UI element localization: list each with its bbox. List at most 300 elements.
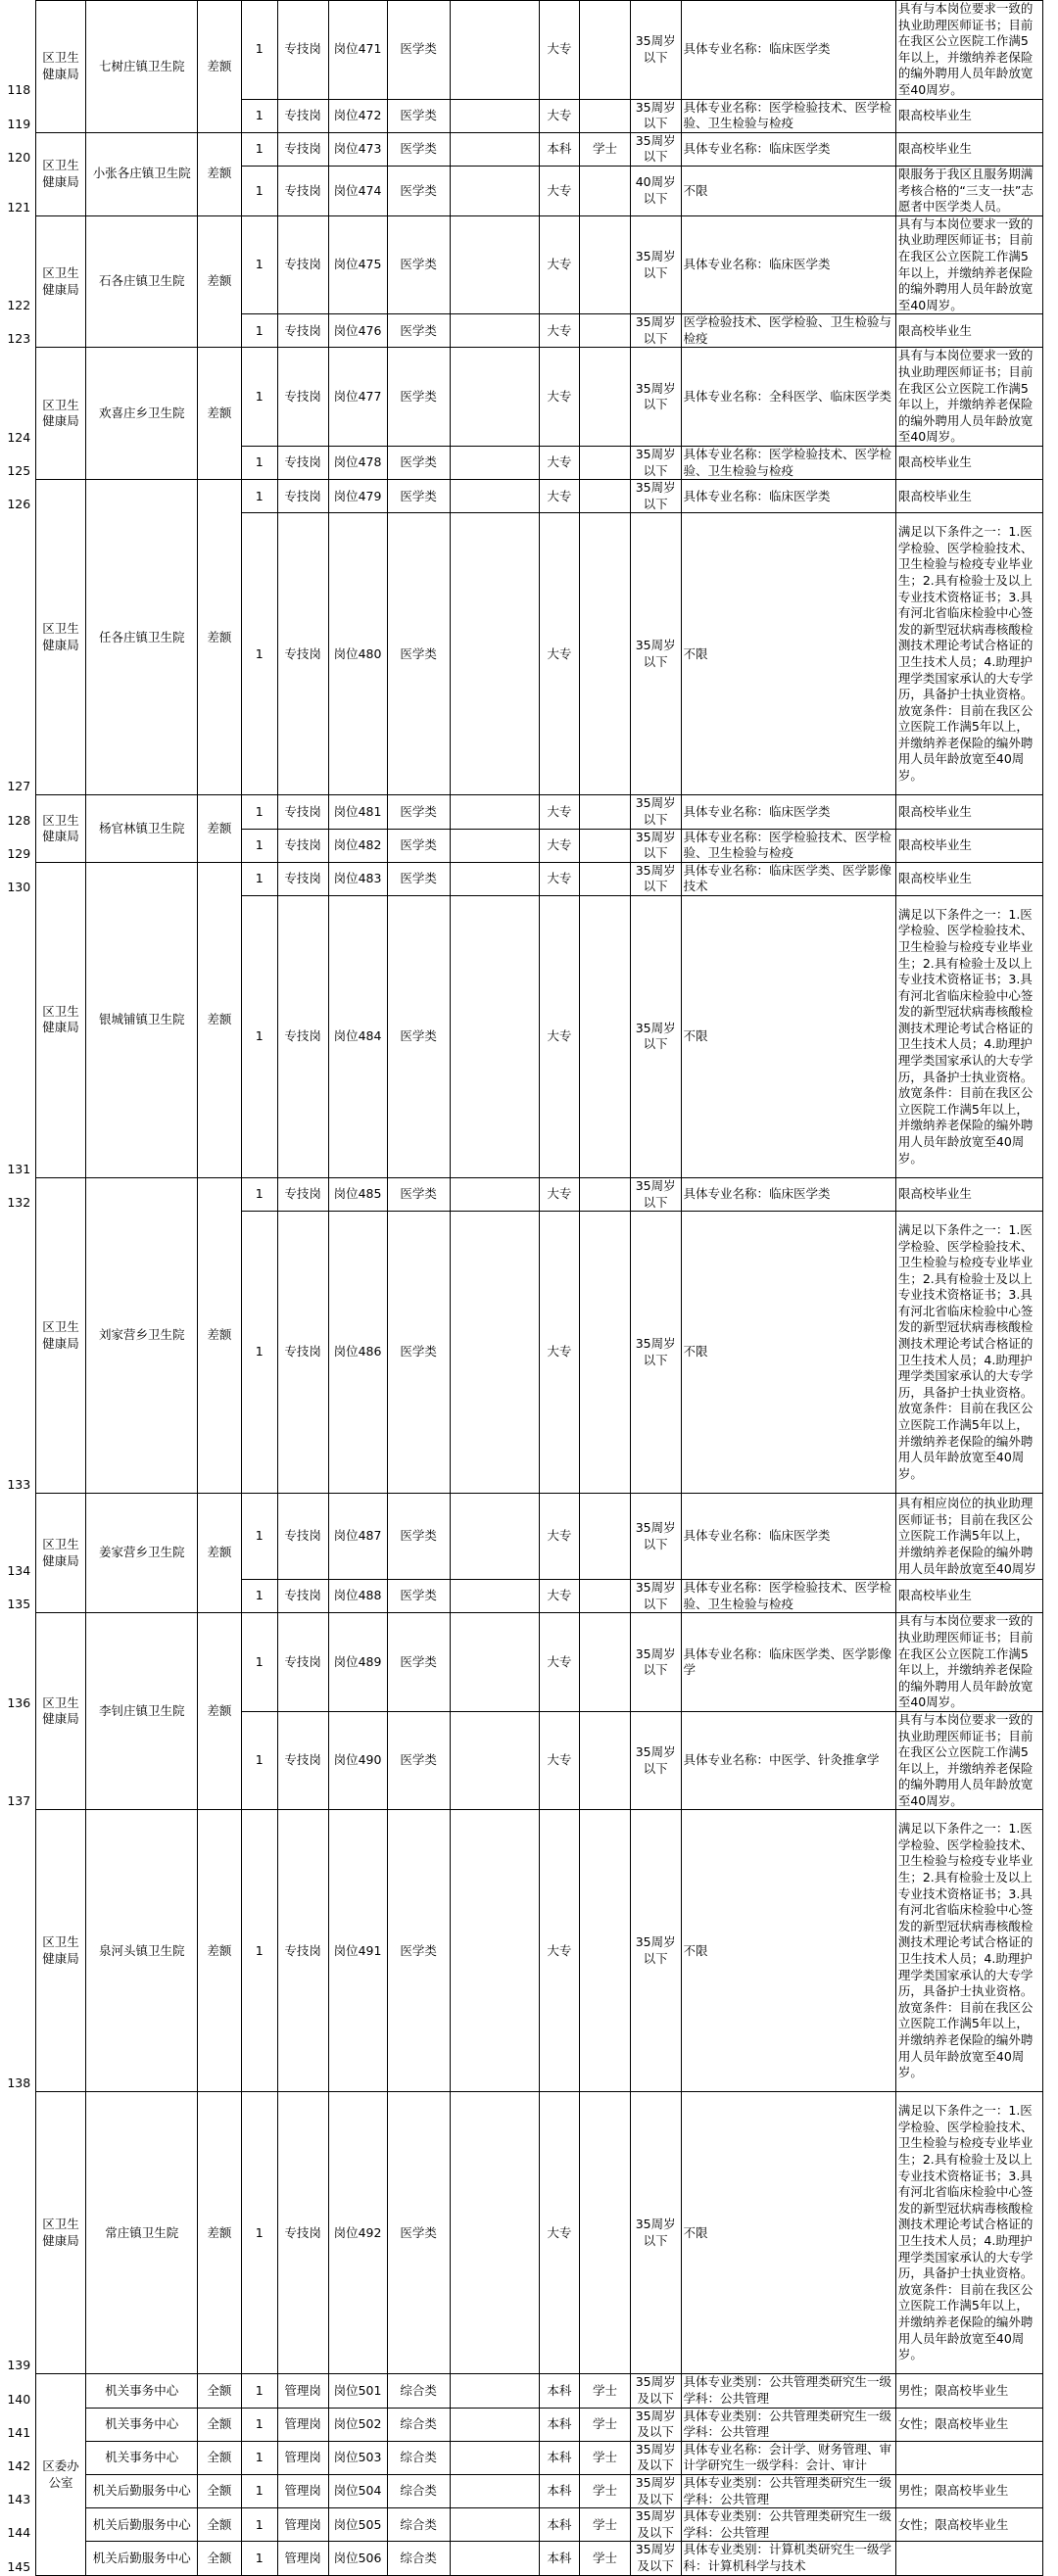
other-cell: 限高校毕业生 [895,314,1042,348]
unit-cell: 机关后勤服务中心 [86,2542,198,2575]
other-cell: 具有与本岗位要求一致的执业助理医师证书；目前在我区公立医院工作满5年以上，并缴纳养老保险的编外聘用人员年龄放宽至40周岁。 [895,1613,1042,1712]
recruitment-table [3,0,1043,2576]
count-cell: 1 [241,829,277,862]
row-number: 140 [7,2391,31,2407]
age-cell: 35周岁以下 [630,1494,681,1580]
blank-cell [450,1711,539,1810]
blank-cell [450,795,539,829]
other-cell: 具有相应岗位的执业助理医师证书；目前在我区公立医院工作满5年以上，并缴纳养老保险的编外聘用人员年龄放宽至40周岁 [895,1494,1042,1580]
degree-cell [580,99,631,132]
post-code-cell: 岗位505 [328,2508,387,2542]
post-code-cell: 岗位492 [328,2092,387,2374]
table-row [3,2092,1043,2374]
count-cell: 1 [241,1,277,100]
other-cell: 限高校毕业生 [895,1177,1042,1211]
count-cell: 1 [241,480,277,513]
major-cell: 不限 [681,895,895,1177]
blank-cell [450,480,539,513]
org-cell: 区卫生健康局 [35,862,86,1177]
post-type-cell: 专技岗 [277,862,328,895]
other-cell: 男性；限高校毕业生 [895,2475,1042,2508]
row-number: 141 [7,2424,31,2440]
post-type-cell: 专技岗 [277,480,328,513]
fund-cell: 全额 [198,2374,241,2408]
degree-cell [580,1711,631,1810]
unit-cell: 任各庄镇卫生院 [86,480,198,795]
row-number: 133 [7,1477,31,1493]
row-number: 119 [7,116,31,131]
table-row [3,2508,1043,2542]
category-cell: 综合类 [387,2408,450,2441]
age-cell: 35周岁及以下 [630,2475,681,2508]
table-row [3,2542,1043,2575]
row-number: 118 [7,82,31,98]
post-type-cell: 管理岗 [277,2408,328,2441]
table-row [3,2475,1043,2508]
education-cell: 本科 [539,2542,579,2575]
degree-cell: 学士 [580,2374,631,2408]
post-type-cell: 管理岗 [277,2475,328,2508]
count-cell: 1 [241,314,277,348]
category-cell: 医学类 [387,166,450,215]
age-cell: 35周岁以下 [630,348,681,447]
post-code-cell: 岗位487 [328,1494,387,1580]
row-number: 121 [7,199,31,215]
count-cell: 1 [241,795,277,829]
age-cell: 35周岁以下 [630,829,681,862]
unit-cell: 机关事务中心 [86,2408,198,2441]
row-number: 122 [7,298,31,313]
count-cell: 1 [241,2408,277,2441]
post-code-cell: 岗位473 [328,132,387,166]
major-cell: 不限 [681,513,895,795]
fund-cell: 差额 [198,1177,241,1493]
count-cell: 1 [241,1810,277,2092]
age-cell: 35周岁以下 [630,862,681,895]
other-cell: 满足以下条件之一：1.医学检验、医学检验技术、卫生检验与检疫专业毕业生；2.具有检验士及以上专业技术资格证书；3.具有河北省临床检验中心签发的新型冠状病毒核酸检测技术理论考试合格证的卫生技术人员；4.助理护理学类国家承认的大专学历，具备护士执业资格。放宽条件：目前在我区公立医院工作满5年以上，并缴纳养老保险的编外聘用人员年龄放宽至40周岁。 [895,513,1042,795]
row-number: 143 [7,2492,31,2507]
blank-cell [450,215,539,314]
degree-cell [580,166,631,215]
fund-cell: 差额 [198,862,241,1177]
unit-cell: 常庄镇卫生院 [86,2092,198,2374]
post-type-cell: 专技岗 [277,895,328,1177]
major-cell: 具体专业名称：临床医学类 [681,1494,895,1580]
degree-cell [580,314,631,348]
other-cell: 限高校毕业生 [895,862,1042,895]
count-cell: 1 [241,2508,277,2542]
blank-cell [450,513,539,795]
unit-cell: 泉河头镇卫生院 [86,1810,198,2092]
education-cell: 本科 [539,2508,579,2542]
age-cell: 35周岁以下 [630,215,681,314]
org-cell: 区卫生健康局 [35,348,86,480]
unit-cell: 石各庄镇卫生院 [86,215,198,348]
post-type-cell: 专技岗 [277,1212,328,1494]
age-cell: 35周岁以下 [630,1711,681,1810]
blank-cell [450,1177,539,1211]
post-type-cell: 专技岗 [277,447,328,480]
degree-cell [580,862,631,895]
category-cell: 医学类 [387,314,450,348]
post-code-cell: 岗位485 [328,1177,387,1211]
education-cell: 大专 [539,1580,579,1613]
table-row [3,1,1043,100]
count-cell: 1 [241,513,277,795]
major-cell: 不限 [681,2092,895,2374]
major-cell: 不限 [681,1212,895,1494]
blank-cell [450,348,539,447]
post-code-cell: 岗位490 [328,1711,387,1810]
major-cell: 具体专业名称：临床医学类 [681,1,895,100]
age-cell: 35周岁及以下 [630,2374,681,2408]
age-cell: 35周岁及以下 [630,2441,681,2474]
fund-cell: 差额 [198,480,241,795]
post-code-cell: 岗位491 [328,1810,387,2092]
count-cell: 1 [241,2092,277,2374]
blank-cell [450,2542,539,2575]
fund-cell: 全额 [198,2475,241,2508]
other-cell: 限高校毕业生 [895,99,1042,132]
major-cell: 具体专业类别：公共管理类研究生一级学科：公共管理 [681,2508,895,2542]
major-cell: 具体专业名称：临床医学类、医学影像技术 [681,862,895,895]
post-type-cell: 专技岗 [277,829,328,862]
blank-cell [450,1810,539,2092]
count-cell: 1 [241,895,277,1177]
other-cell: 限高校毕业生 [895,480,1042,513]
major-cell: 具体专业名称：临床医学类 [681,132,895,166]
count-cell: 1 [241,166,277,215]
major-cell: 具体专业名称：临床医学类、医学影像学 [681,1613,895,1712]
org-cell: 区卫生健康局 [35,1613,86,1810]
row-number: 120 [7,149,31,165]
unit-cell: 杨官林镇卫生院 [86,795,198,862]
education-cell: 本科 [539,2475,579,2508]
major-cell: 具体专业名称：会计学、财务管理、审计学研究生一级学科：会计、审计 [681,2441,895,2474]
table-row [3,132,1043,166]
post-code-cell: 岗位481 [328,795,387,829]
unit-cell: 小张各庄镇卫生院 [86,132,198,215]
degree-cell [580,447,631,480]
category-cell: 医学类 [387,513,450,795]
post-code-cell: 岗位484 [328,895,387,1177]
post-type-cell: 专技岗 [277,99,328,132]
major-cell: 具体专业名称：临床医学类 [681,795,895,829]
post-type-cell: 专技岗 [277,1177,328,1211]
count-cell: 1 [241,2441,277,2474]
org-cell: 区卫生健康局 [35,480,86,795]
blank-cell [450,99,539,132]
degree-cell [580,1,631,100]
post-type-cell: 专技岗 [277,795,328,829]
blank-cell [450,2441,539,2474]
age-cell: 35周岁以下 [630,1177,681,1211]
degree-cell [580,2092,631,2374]
degree-cell [580,895,631,1177]
education-cell: 大专 [539,1810,579,2092]
row-number: 136 [7,1694,31,1710]
education-cell: 大专 [539,447,579,480]
major-cell: 不限 [681,1810,895,2092]
category-cell: 医学类 [387,829,450,862]
table-row [3,1494,1043,1580]
age-cell: 35周岁以下 [630,1,681,100]
row-number: 137 [7,1793,31,1809]
education-cell: 大专 [539,1494,579,1580]
degree-cell [580,1580,631,1613]
post-code-cell: 岗位483 [328,862,387,895]
education-cell: 大专 [539,99,579,132]
post-code-cell: 岗位482 [328,829,387,862]
row-number: 132 [7,1195,31,1211]
post-type-cell: 专技岗 [277,348,328,447]
age-cell: 35周岁以下 [630,1810,681,2092]
count-cell: 1 [241,132,277,166]
other-cell: 具有与本岗位要求一致的执业助理医师证书；目前在我区公立医院工作满5年以上，并缴纳养老保险的编外聘用人员年龄放宽至40周岁。 [895,215,1042,314]
category-cell: 医学类 [387,99,450,132]
row-number: 124 [7,429,31,445]
blank-cell [450,1494,539,1580]
table-row [3,1810,1043,2092]
education-cell: 本科 [539,132,579,166]
post-code-cell: 岗位471 [328,1,387,100]
age-cell: 35周岁以下 [630,1212,681,1494]
row-number: 135 [7,1597,31,1612]
other-cell: 满足以下条件之一：1.医学检验、医学检验技术、卫生检验与检疫专业毕业生；2.具有检验士及以上专业技术资格证书；3.具有河北省临床检验中心签发的新型冠状病毒核酸检测技术理论考试合格证的卫生技术人员；4.助理护理学类国家承认的大专学历，具备护士执业资格。放宽条件：目前在我区公立医院工作满5年以上，并缴纳养老保险的编外聘用人员年龄放宽至40周岁。 [895,1810,1042,2092]
post-type-cell: 专技岗 [277,132,328,166]
unit-cell: 姜家营乡卫生院 [86,1494,198,1613]
blank-cell [450,2374,539,2408]
post-code-cell: 岗位506 [328,2542,387,2575]
education-cell: 大专 [539,795,579,829]
post-type-cell: 管理岗 [277,2441,328,2474]
other-cell: 具有与本岗位要求一致的执业助理医师证书；目前在我区公立医院工作满5年以上，并缴纳养老保险的编外聘用人员年龄放宽至40周岁。 [895,1,1042,100]
education-cell: 大专 [539,513,579,795]
other-cell [895,2441,1042,2474]
category-cell: 医学类 [387,480,450,513]
table-row [3,215,1043,314]
other-cell: 女性；限高校毕业生 [895,2408,1042,2441]
post-code-cell: 岗位476 [328,314,387,348]
row-number: 129 [7,845,31,861]
education-cell: 大专 [539,1177,579,1211]
degree-cell: 学士 [580,2408,631,2441]
other-cell: 女性；限高校毕业生 [895,2508,1042,2542]
blank-cell [450,1613,539,1712]
category-cell: 医学类 [387,2092,450,2374]
post-code-cell: 岗位488 [328,1580,387,1613]
education-cell: 大专 [539,215,579,314]
major-cell: 具体专业名称：中医学、针灸推拿学 [681,1711,895,1810]
post-type-cell: 专技岗 [277,1711,328,1810]
category-cell: 综合类 [387,2542,450,2575]
count-cell: 1 [241,2542,277,2575]
post-code-cell: 岗位489 [328,1613,387,1712]
education-cell: 大专 [539,895,579,1177]
post-type-cell: 专技岗 [277,1613,328,1712]
unit-cell: 李钊庄镇卫生院 [86,1613,198,1810]
degree-cell [580,480,631,513]
age-cell: 40周岁以下 [630,166,681,215]
other-cell: 具有与本岗位要求一致的执业助理医师证书；目前在我区公立医院工作满5年以上，并缴纳养老保险的编外聘用人员年龄放宽至40周岁。 [895,348,1042,447]
age-cell: 35周岁以下 [630,132,681,166]
category-cell: 医学类 [387,132,450,166]
table-body [3,1,1043,2576]
org-cell: 区卫生健康局 [35,1494,86,1613]
age-cell: 35周岁以下 [630,513,681,795]
post-code-cell: 岗位478 [328,447,387,480]
blank-cell [450,166,539,215]
unit-cell: 机关事务中心 [86,2374,198,2408]
post-code-cell: 岗位502 [328,2408,387,2441]
org-cell: 区卫生健康局 [35,132,86,215]
other-cell: 限高校毕业生 [895,132,1042,166]
post-type-cell: 专技岗 [277,1494,328,1580]
major-cell: 具体专业名称：医学检验技术、医学检验、卫生检验与检疫 [681,99,895,132]
education-cell: 大专 [539,1711,579,1810]
unit-cell: 银城铺镇卫生院 [86,862,198,1177]
age-cell: 35周岁以下 [630,1580,681,1613]
blank-cell [450,1580,539,1613]
count-cell: 1 [241,2475,277,2508]
degree-cell [580,215,631,314]
blank-cell [450,2092,539,2374]
degree-cell: 学士 [580,2542,631,2575]
category-cell: 医学类 [387,862,450,895]
post-type-cell: 管理岗 [277,2508,328,2542]
category-cell: 医学类 [387,1494,450,1580]
post-code-cell: 岗位503 [328,2441,387,2474]
count-cell: 1 [241,1212,277,1494]
age-cell: 35周岁以下 [630,447,681,480]
fund-cell: 差额 [198,1,241,133]
fund-cell: 差额 [198,348,241,480]
fund-cell: 全额 [198,2508,241,2542]
org-cell: 区卫生健康局 [35,1177,86,1493]
degree-cell: 学士 [580,2508,631,2542]
unit-cell: 机关事务中心 [86,2441,198,2474]
category-cell: 医学类 [387,1212,450,1494]
post-code-cell: 岗位486 [328,1212,387,1494]
fund-cell: 差额 [198,1494,241,1613]
blank-cell [450,2475,539,2508]
major-cell: 具体专业类别：公共管理类研究生一级学科：公共管理 [681,2475,895,2508]
category-cell: 医学类 [387,447,450,480]
blank-cell [450,862,539,895]
post-code-cell: 岗位480 [328,513,387,795]
education-cell: 大专 [539,1613,579,1712]
post-type-cell: 管理岗 [277,2374,328,2408]
age-cell: 35周岁以下 [630,795,681,829]
unit-cell: 刘家营乡卫生院 [86,1177,198,1493]
major-cell: 具体专业类别：公共管理类研究生一级学科：公共管理 [681,2374,895,2408]
org-cell: 区卫生健康局 [35,1810,86,2092]
count-cell: 1 [241,862,277,895]
row-number: 138 [7,2075,31,2091]
other-cell: 男性；限高校毕业生 [895,2374,1042,2408]
category-cell: 医学类 [387,348,450,447]
blank-cell [450,447,539,480]
unit-cell: 机关后勤服务中心 [86,2508,198,2542]
other-cell: 满足以下条件之一：1.医学检验、医学检验技术、卫生检验与检疫专业毕业生；2.具有检验士及以上专业技术资格证书；3.具有河北省临床检验中心签发的新型冠状病毒核酸检测技术理论考试合格证的卫生技术人员；4.助理护理学类国家承认的大专学历，具备护士执业资格。放宽条件：目前在我区公立医院工作满5年以上，并缴纳养老保险的编外聘用人员年龄放宽至40周岁。 [895,2092,1042,2374]
post-code-cell: 岗位477 [328,348,387,447]
count-cell: 1 [241,1711,277,1810]
fund-cell: 差额 [198,132,241,215]
row-number: 126 [7,497,31,512]
other-cell: 具有与本岗位要求一致的执业助理医师证书；目前在我区公立医院工作满5年以上，并缴纳养老保险的编外聘用人员年龄放宽至40周岁。 [895,1711,1042,1810]
education-cell: 大专 [539,348,579,447]
count-cell: 1 [241,215,277,314]
other-cell: 限服务于我区且服务期满考核合格的“三支一扶”志愿者中医学类人员。 [895,166,1042,215]
row-number: 127 [7,779,31,794]
category-cell: 综合类 [387,2508,450,2542]
age-cell: 35周岁以下 [630,1613,681,1712]
fund-cell: 全额 [198,2408,241,2441]
major-cell: 医学检验技术、医学检验、卫生检验与检疫 [681,314,895,348]
table-row [3,795,1043,829]
major-cell: 具体专业名称：医学检验技术、医学检验、卫生检验与检疫 [681,447,895,480]
other-cell: 满足以下条件之一：1.医学检验、医学检验技术、卫生检验与检疫专业毕业生；2.具有检验士及以上专业技术资格证书；3.具有河北省临床检验中心签发的新型冠状病毒核酸检测技术理论考试合格证的卫生技术人员；4.助理护理学类国家承认的大专学历，具备护士执业资格。放宽条件：目前在我区公立医院工作满5年以上，并缴纳养老保险的编外聘用人员年龄放宽至40周岁。 [895,895,1042,1177]
post-code-cell: 岗位501 [328,2374,387,2408]
education-cell: 大专 [539,1212,579,1494]
degree-cell [580,1177,631,1211]
fund-cell: 差额 [198,215,241,348]
degree-cell [580,795,631,829]
table-row [3,1613,1043,1712]
age-cell: 35周岁及以下 [630,2508,681,2542]
category-cell: 医学类 [387,1,450,100]
row-number: 125 [7,463,31,479]
table-row [3,1177,1043,1211]
education-cell: 本科 [539,2441,579,2474]
other-cell: 限高校毕业生 [895,447,1042,480]
other-cell: 限高校毕业生 [895,829,1042,862]
other-cell: 限高校毕业生 [895,795,1042,829]
degree-cell [580,1613,631,1712]
education-cell: 大专 [539,1,579,100]
row-number: 144 [7,2525,31,2541]
age-cell: 35周岁及以下 [630,2408,681,2441]
major-cell: 具体专业类别：计算机类研究生一级学科：计算机科学与技术 [681,2542,895,2575]
org-cell: 区卫生健康局 [35,1,86,133]
unit-cell: 七树庄镇卫生院 [86,1,198,133]
row-number: 128 [7,812,31,828]
age-cell: 35周岁及以下 [630,2542,681,2575]
table-row [3,2441,1043,2474]
table-row [3,862,1043,895]
blank-cell [450,2408,539,2441]
fund-cell: 差额 [198,2092,241,2374]
org-cell: 区卫生健康局 [35,2092,86,2374]
degree-cell: 学士 [580,2475,631,2508]
count-cell: 1 [241,348,277,447]
org-cell: 区委办公室 [35,2374,86,2575]
major-cell: 具体专业名称：全科医学、临床医学类 [681,348,895,447]
org-cell: 区卫生健康局 [35,795,86,862]
count-cell: 1 [241,1580,277,1613]
other-cell: 满足以下条件之一：1.医学检验、医学检验技术、卫生检验与检疫专业毕业生；2.具有检验士及以上专业技术资格证书；3.具有河北省临床检验中心签发的新型冠状病毒核酸检测技术理论考试合格证的卫生技术人员；4.助理护理学类国家承认的大专学历，具备护士执业资格。放宽条件：目前在我区公立医院工作满5年以上，并缴纳养老保险的编外聘用人员年龄放宽至40周岁。 [895,1212,1042,1494]
major-cell: 具体专业名称：临床医学类 [681,215,895,314]
row-number: 131 [7,1161,31,1176]
major-cell: 具体专业名称：医学检验技术、医学检验、卫生检验与检疫 [681,829,895,862]
post-type-cell: 管理岗 [277,2542,328,2575]
major-cell: 不限 [681,166,895,215]
count-cell: 1 [241,1613,277,1712]
post-type-cell: 专技岗 [277,1,328,100]
category-cell: 综合类 [387,2374,450,2408]
major-cell: 具体专业名称：临床医学类 [681,480,895,513]
count-cell: 1 [241,1177,277,1211]
